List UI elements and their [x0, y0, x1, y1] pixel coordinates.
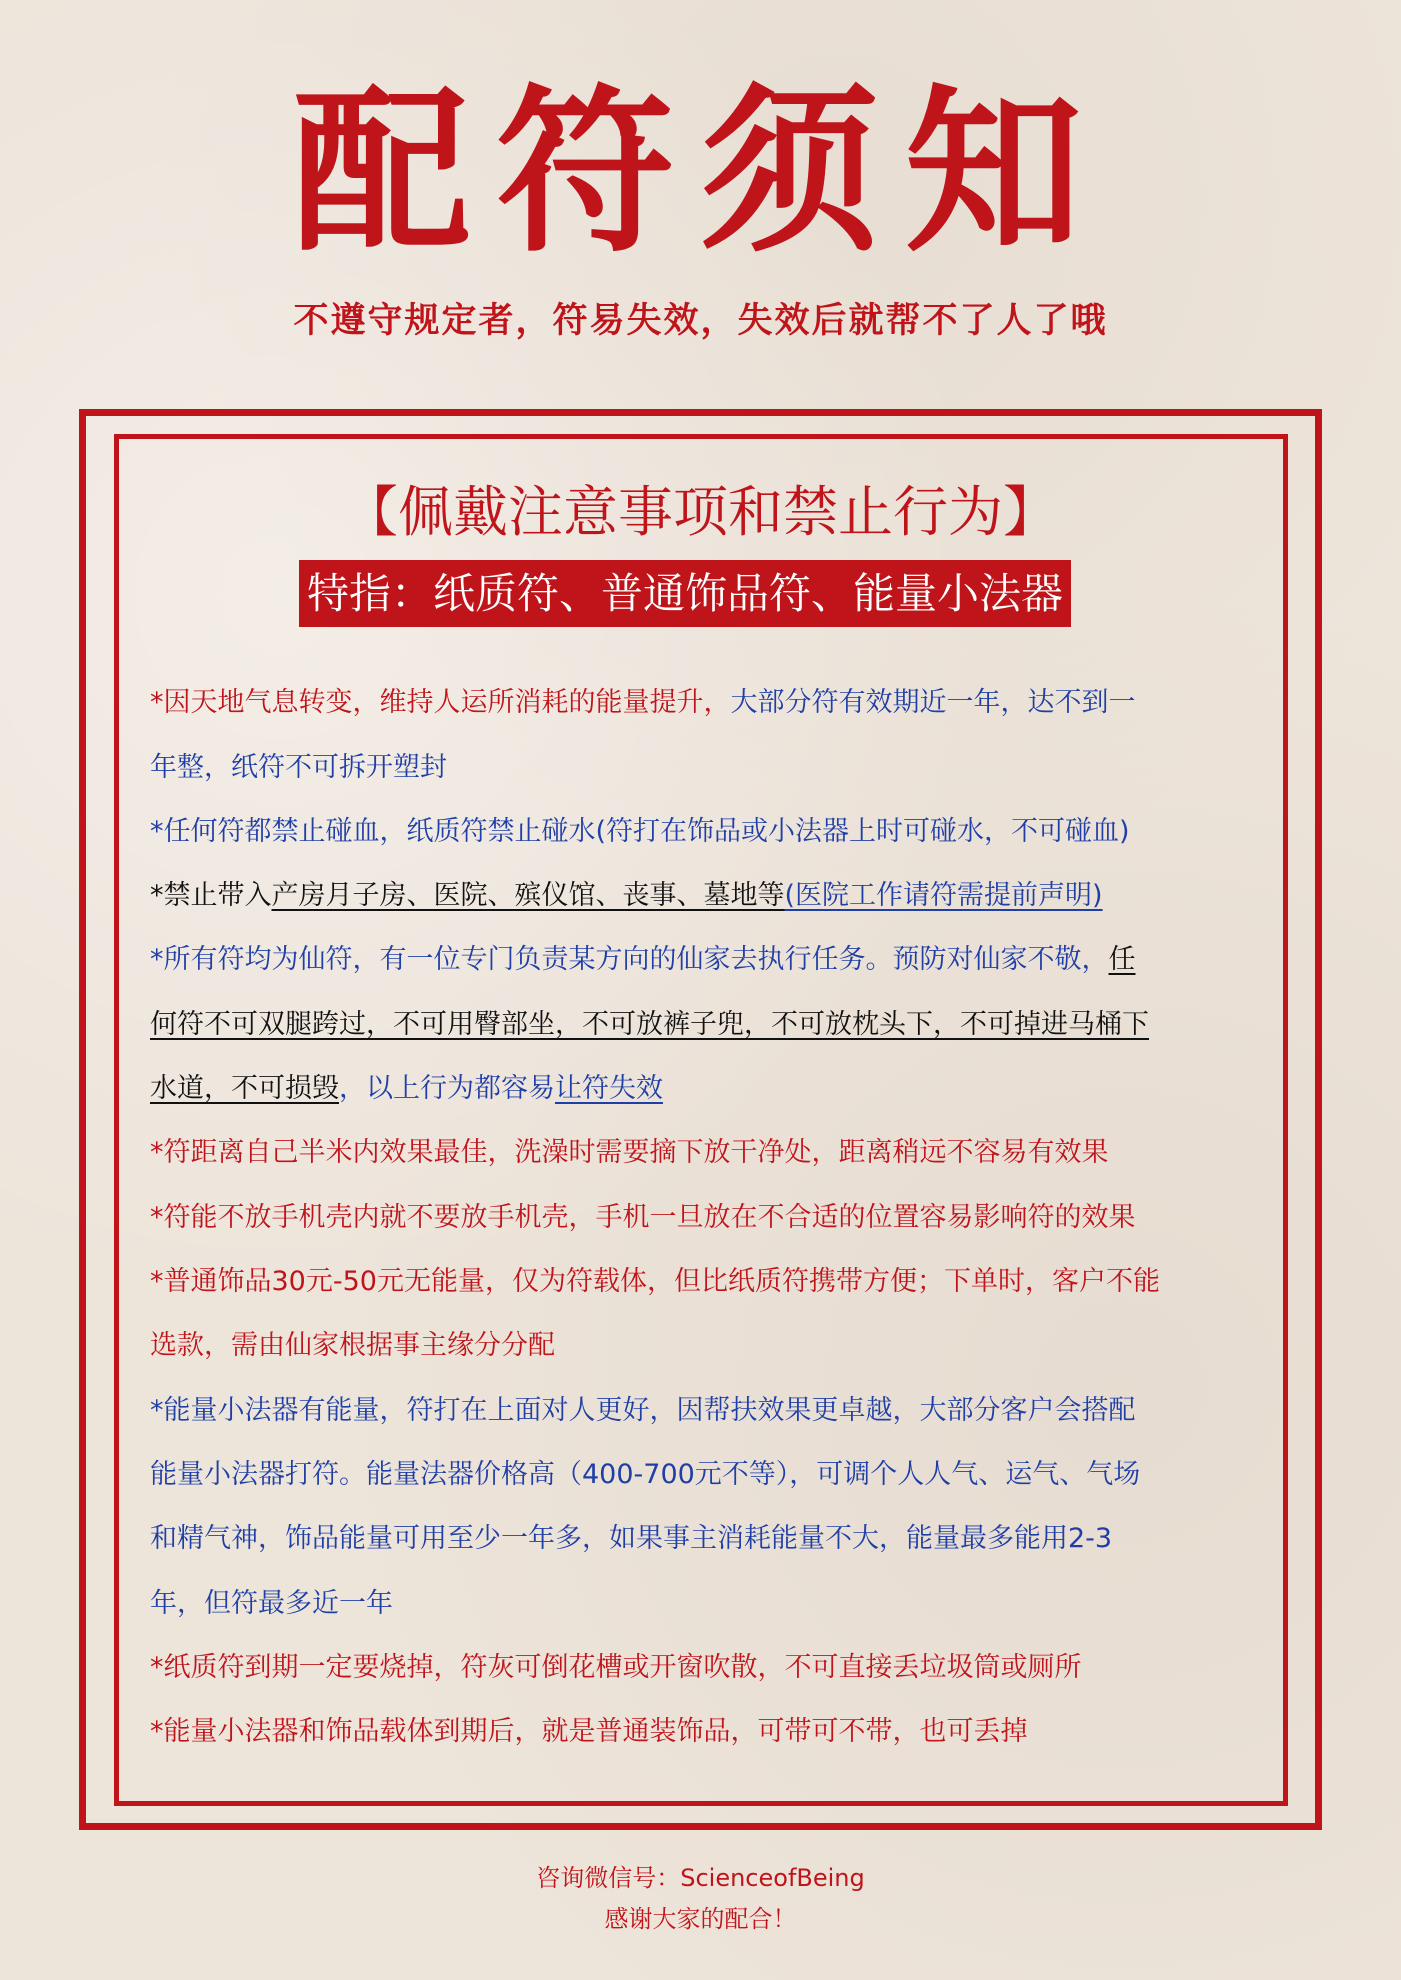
- notice-jewelry-line-2: 选款，需由仙家根据事主缘分分配: [150, 1330, 555, 1361]
- thanks-note: 感谢大家的配合！: [604, 1905, 797, 1933]
- notice-text: (医院工作请符需提前声明): [784, 880, 1103, 911]
- notice-distance: *符距离自己半米内效果最佳，洗澡时需要摘下放干净处，距离稍远不容易有效果: [150, 1137, 1109, 1168]
- contact-wechat: 咨询微信号：ScienceofBeing: [536, 1864, 865, 1892]
- notice-text: ，以上行为都容易: [339, 1073, 555, 1104]
- notice-text: 任: [1108, 944, 1136, 975]
- notice-text: *因天地气息转变，维持人运所消耗的能量提升，: [150, 687, 731, 718]
- notice-immortal-line-2: 何符不可双腿跨过，不可用臀部坐，不可放裤子兜，不可放枕头下，不可掉进马桶下: [150, 1009, 1149, 1040]
- notice-artifact-line-3: 和精气神，饰品能量可用至少一年多，如果事主消耗能量不大，能量最多能用2-3: [150, 1523, 1113, 1554]
- notice-text: *禁止带入: [150, 880, 272, 911]
- notice-immortal-line-3: [150, 1069, 663, 1109]
- notice-immortal-line-1: [150, 940, 1136, 980]
- notice-jewelry-line-1: *普通饰品30元-50元无能量，仅为符载体，但比纸质符携带方便；下单时，客户不能: [150, 1266, 1160, 1297]
- notice-energy-line-1: [150, 683, 1136, 723]
- notice-artifact-line-4: 年，但符最多近一年: [150, 1588, 393, 1619]
- notice-text: 让符失效: [555, 1073, 663, 1104]
- scope-banner: 特指：纸质符、普通饰品符、能量小法器: [299, 560, 1071, 627]
- notice-forbidden-places: [150, 876, 1103, 916]
- notice-artifact-line-1: *能量小法器有能量，符打在上面对人更好，因帮扶效果更卓越，大部分客户会搭配: [150, 1395, 1136, 1426]
- notice-burn-paper: *纸质符到期一定要烧掉，符灰可倒花槽或开窗吹散，不可直接丢垃圾筒或厕所: [150, 1652, 1082, 1683]
- page-subtitle: 不遵守规定者，符易失效，失效后就帮不了人了哦: [293, 300, 1108, 341]
- notice-text: 水道，不可损毁: [150, 1073, 339, 1104]
- notice-blood-water: *任何符都禁止碰血，纸质符禁止碰水(符打在饰品或小法器上时可碰水，不可碰血): [150, 816, 1130, 847]
- notice-artifact-line-2: 能量小法器打符。能量法器价格高（400-700元不等），可调个人人气、运气、气场: [150, 1459, 1141, 1490]
- page-title: 配符须知: [292, 67, 1109, 276]
- section-heading: 【佩戴注意事项和禁止行为】: [342, 480, 1058, 544]
- notice-energy-line-2: 年整，纸符不可拆开塑封: [150, 752, 447, 783]
- notice-text: *所有符均为仙符，有一位专门负责某方向的仙家去执行任务。预防对仙家不敬，: [150, 944, 1109, 975]
- notice-text: 大部分符有效期近一年，达不到一: [730, 687, 1136, 718]
- notice-phone-case: *符能不放手机壳内就不要放手机壳，手机一旦放在不合适的位置容易影响符的效果: [150, 1202, 1136, 1233]
- notice-text: 产房月子房、医院、殡仪馆、丧事、墓地等: [271, 880, 785, 911]
- notice-expiry-carrier: *能量小法器和饰品载体到期后，就是普通装饰品，可带可不带，也可丢掉: [150, 1716, 1028, 1747]
